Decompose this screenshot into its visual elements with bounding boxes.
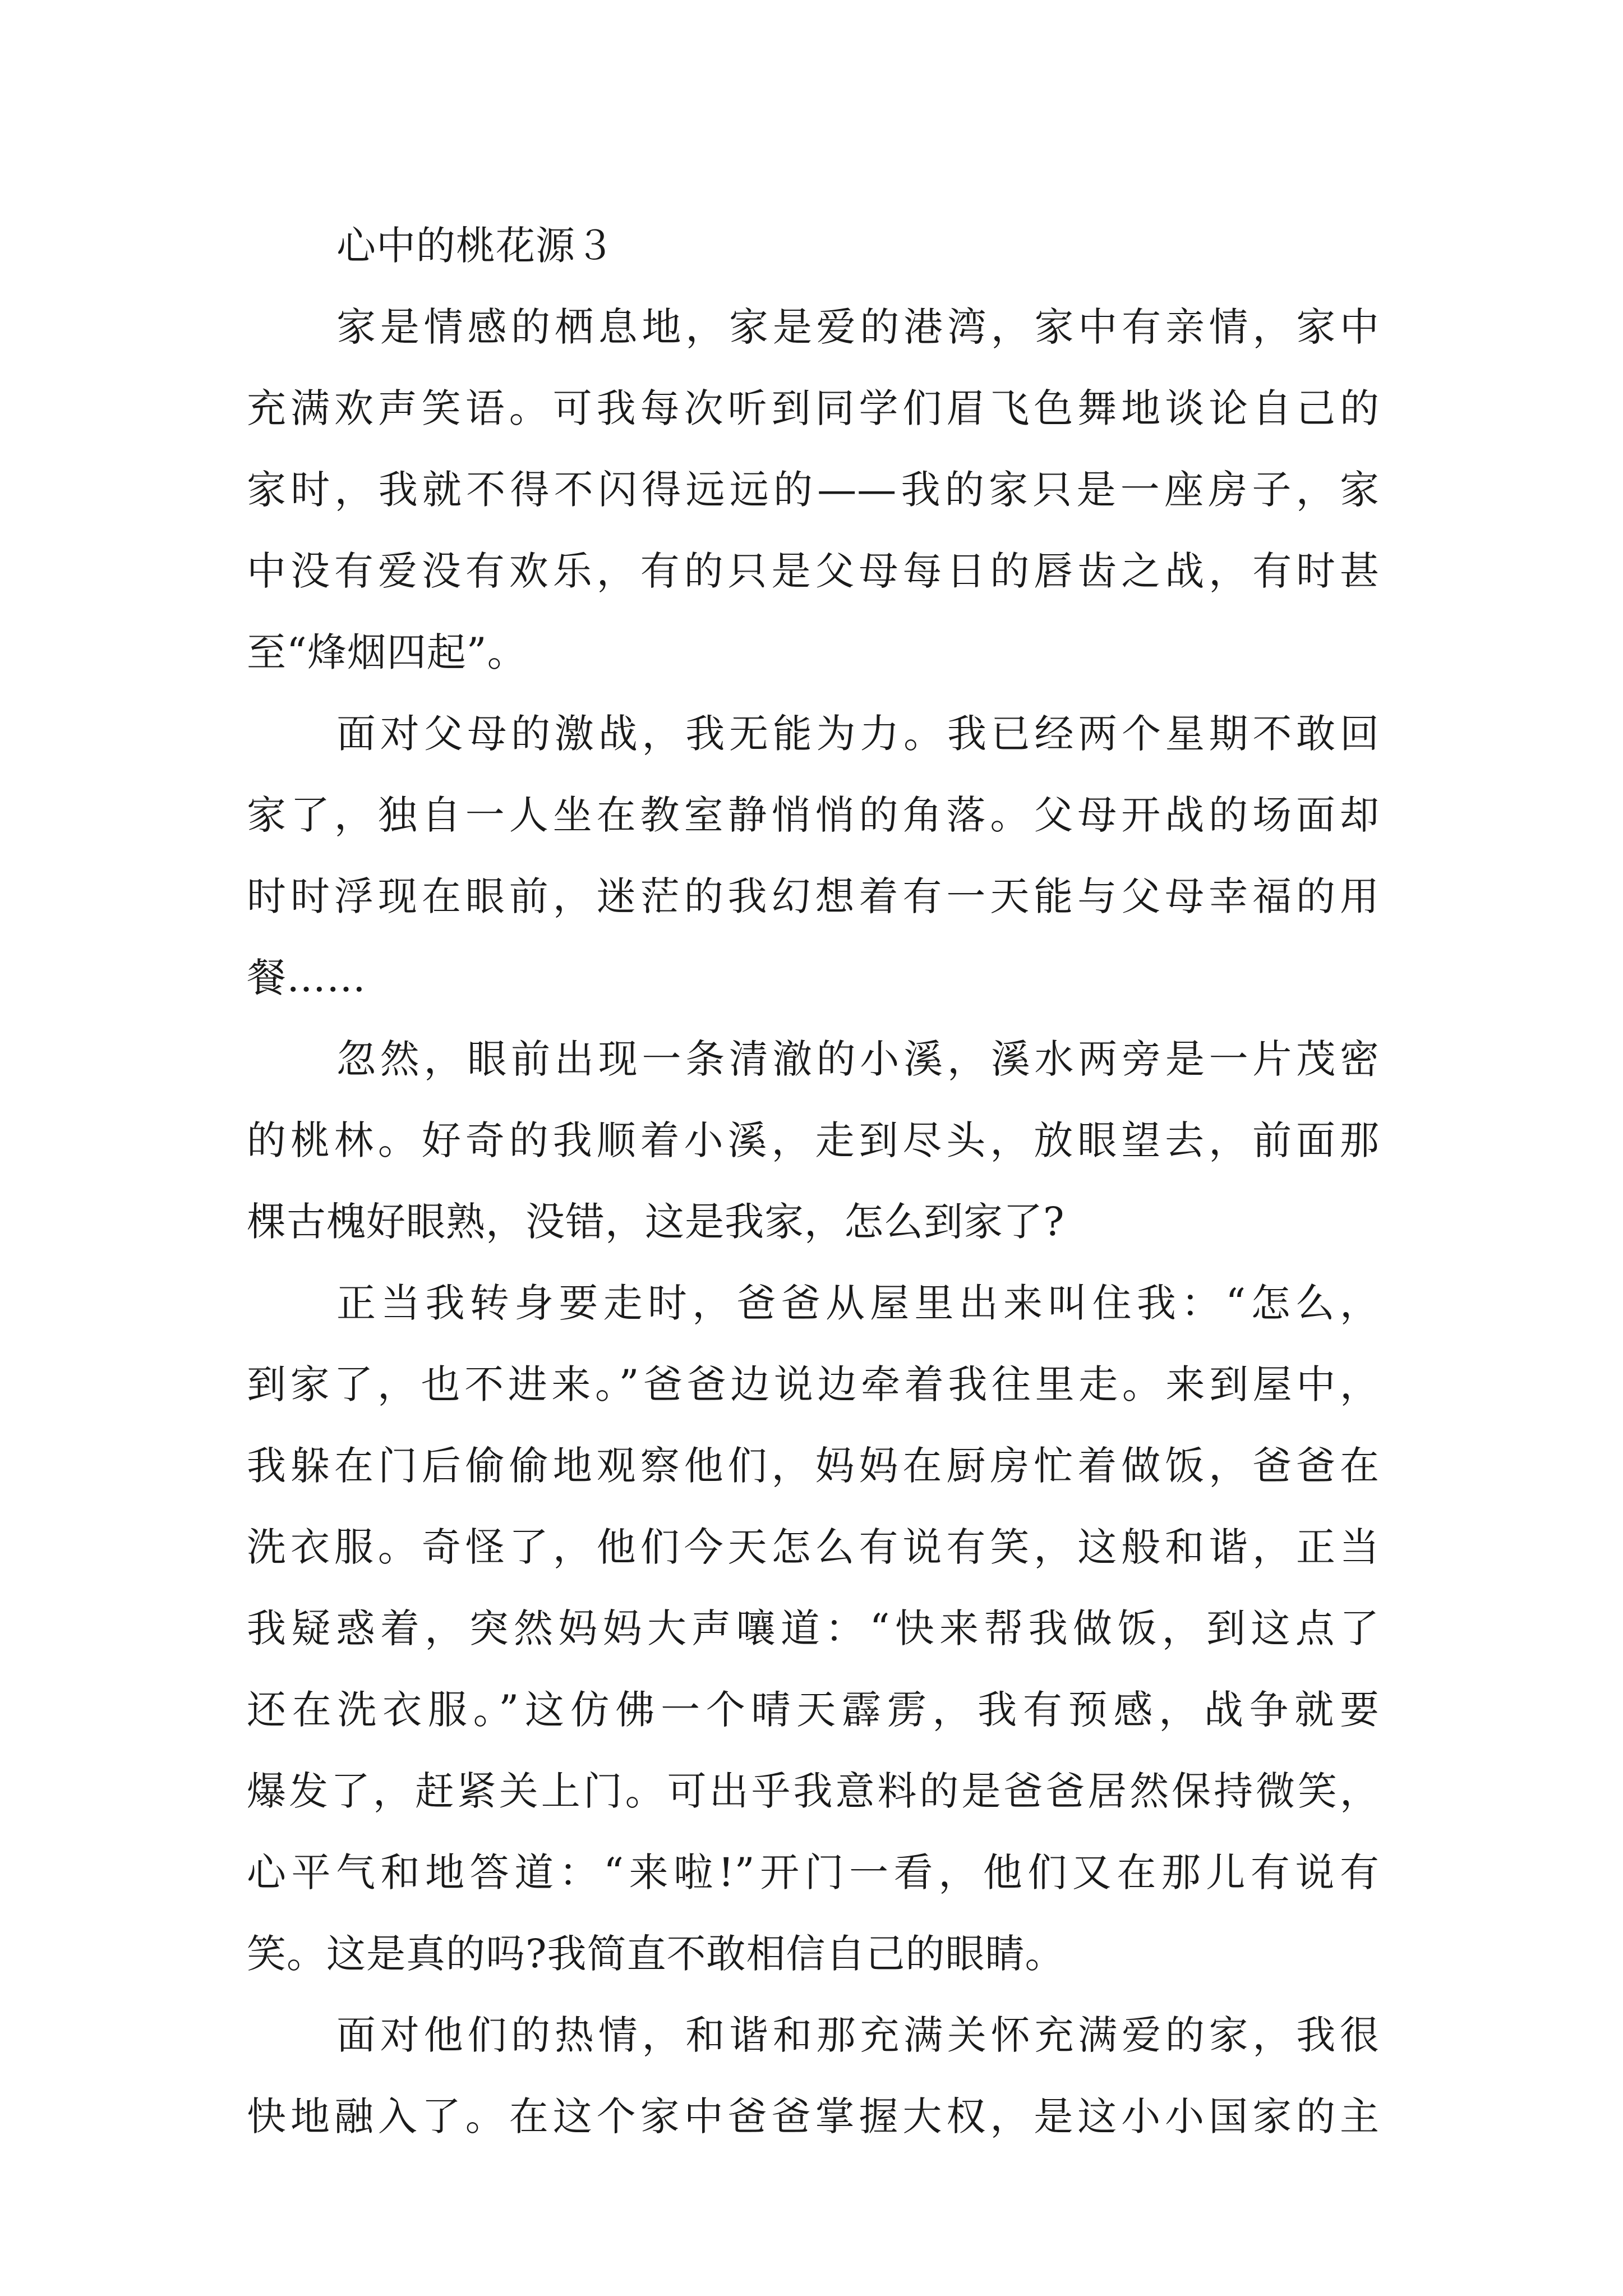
paragraph <box>247 1263 1380 1995</box>
paragraph <box>247 287 1380 693</box>
text-line: 还在洗衣服。”这仿佛一个晴天霹雳，我有预感，战争就要 <box>247 1687 1380 1733</box>
document-body <box>247 205 1380 2157</box>
text-line: 洗衣服。奇怪了，他们今天怎么有说有笑，这般和谐，正当 <box>247 1524 1380 1570</box>
text-line: 至“烽烟四起”。 <box>247 629 527 675</box>
text-line: 正当我转身要走时，爸爸从屋里出来叫住我：“怎么， <box>336 1280 1380 1326</box>
text-line: 家是情感的栖息地，家是爱的港湾，家中有亲情，家中 <box>336 304 1380 350</box>
text-line: 笑。这是真的吗?我简直不敢相信自己的眼睛。 <box>247 1931 1065 1977</box>
text-line: 餐…… <box>247 955 366 1001</box>
paragraph <box>247 1995 1380 2157</box>
text-line: 到家了，也不进来。”爸爸边说边牵着我往里走。来到屋中， <box>247 1361 1380 1407</box>
text-line: 面对父母的激战，我无能为力。我已经两个星期不敢回 <box>336 711 1380 757</box>
text-line: 的桃林。好奇的我顺着小溪，走到尽头，放眼望去，前面那 <box>247 1117 1380 1163</box>
paragraph <box>247 1019 1380 1263</box>
text-line: 时时浮现在眼前，迷茫的我幻想着有一天能与父母幸福的用 <box>247 873 1380 919</box>
text-line: 中没有爱没有欢乐，有的只是父母每日的唇齿之战，有时甚 <box>247 548 1380 594</box>
text-line: 爆发了，赶紧关上门。可出乎我意料的是爸爸居然保持微笑， <box>247 1768 1380 1814</box>
text-line: 家了，独自一人坐在教室静悄悄的角落。父母开战的场面却 <box>247 792 1380 838</box>
text-line: 我躲在门后偷偷地观察他们，妈妈在厨房忙着做饭，爸爸在 <box>247 1443 1380 1489</box>
text-line: 充满欢声笑语。可我每次听到同学们眉飞色舞地谈论自己的 <box>247 385 1380 431</box>
text-line: 棵古槐好眼熟，没错，这是我家，怎么到家了? <box>247 1199 1065 1245</box>
text-line: 快地融入了。在这个家中爸爸掌握大权，是这小小国家的主 <box>247 2093 1380 2139</box>
text-line: 家时，我就不得不闪得远远的——我的家只是一座房子，家 <box>247 467 1380 513</box>
text-line: 面对他们的热情，和谐和那充满关怀充满爱的家，我很 <box>336 2012 1380 2058</box>
text-line: 忽然，眼前出现一条清澈的小溪，溪水两旁是一片茂密 <box>336 1036 1380 1082</box>
text-line: 我疑惑着，突然妈妈大声嚷道：“快来帮我做饭，到这点了 <box>247 1605 1380 1651</box>
text-line: 心平气和地答道：“来啦!”开门一看，他们又在那儿有说有 <box>247 1849 1380 1895</box>
document-title: 心中的桃花源３ <box>336 223 615 269</box>
paragraph <box>247 693 1380 1019</box>
